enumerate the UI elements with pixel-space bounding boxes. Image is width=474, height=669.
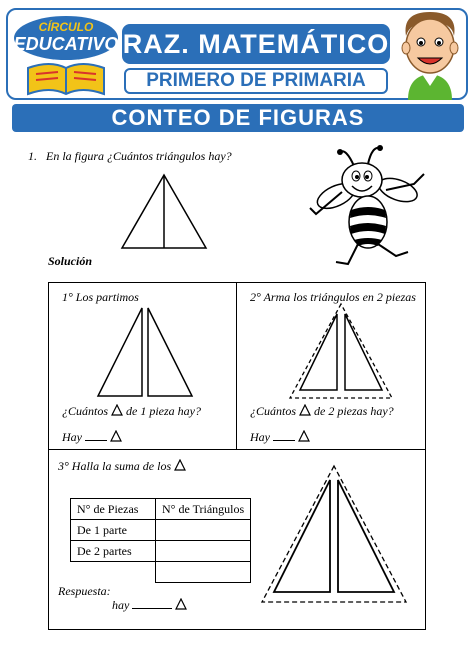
question-figure <box>118 172 212 252</box>
table-row <box>71 520 251 541</box>
final-answer <box>112 598 187 613</box>
triangle-icon <box>175 598 187 610</box>
grid-divider-vertical <box>236 282 237 450</box>
step2-title: 2° Arma los triángulos en 2 piezas <box>250 290 416 304</box>
step2-answer-blank[interactable] <box>273 440 295 441</box>
triangle-icon <box>110 430 122 442</box>
table-cell-answer[interactable] <box>156 541 251 562</box>
question-1 <box>28 149 232 164</box>
table-cell-answer[interactable] <box>156 562 251 583</box>
triangle-icon <box>299 404 311 416</box>
step3-figure <box>260 464 410 606</box>
table-row <box>71 562 251 583</box>
triangle-icon <box>298 430 310 442</box>
grid-divider-horizontal <box>48 449 426 450</box>
logo <box>10 8 122 100</box>
step2-question-post: de 2 piezas hay? <box>314 404 394 418</box>
table-header-row <box>71 499 251 520</box>
table-cell: De 2 partes <box>71 541 156 562</box>
table-cell-answer[interactable] <box>156 520 251 541</box>
triangle-icon <box>111 404 123 416</box>
triangle-icon <box>174 459 186 471</box>
step1-title: 1° Los partimos <box>62 290 139 304</box>
step1-answer <box>62 430 122 445</box>
step1-question-pre: ¿Cuántos <box>62 404 109 418</box>
logo-line2: EDUCATIVO <box>13 34 119 54</box>
step3-title-text: 3° Halla la suma de los <box>58 459 172 473</box>
question-number: 1. <box>28 149 37 163</box>
table-cell <box>71 562 156 583</box>
step3-title <box>58 459 186 474</box>
step1-figure <box>92 304 202 400</box>
step1-question-post: de 1 pieza hay? <box>126 404 201 418</box>
final-answer-pre: hay <box>112 598 130 612</box>
step2-question <box>250 404 394 419</box>
pieces-table <box>70 498 251 583</box>
bee-mascot-icon <box>306 144 434 270</box>
page-subtitle: PRIMERO DE PRIMARIA <box>146 70 366 91</box>
step1-question <box>62 404 201 419</box>
step1-answer-blank[interactable] <box>85 440 107 441</box>
step2-figure <box>286 302 396 402</box>
boy-mascot-icon <box>392 6 466 100</box>
table-cell: De 1 parte <box>71 520 156 541</box>
table-row <box>71 541 251 562</box>
final-answer-blank[interactable] <box>132 608 172 609</box>
page-title: RAZ. MATEMÁTICO <box>122 29 390 59</box>
table-header-cell: N° de Triángulos <box>156 499 251 520</box>
logo-line1: CÍRCULO <box>38 20 94 34</box>
answer-label: Respuesta: <box>58 584 111 598</box>
question-text: En la figura ¿Cuántos triángulos hay? <box>46 149 232 163</box>
topic-title: CONTEO DE FIGURAS <box>111 105 365 130</box>
step2-question-pre: ¿Cuántos <box>250 404 297 418</box>
table-header-cell: N° de Piezas <box>71 499 156 520</box>
step2-answer-pre: Hay <box>250 430 270 444</box>
solution-label: Solución <box>48 254 93 268</box>
step1-answer-pre: Hay <box>62 430 82 444</box>
step2-answer <box>250 430 310 445</box>
